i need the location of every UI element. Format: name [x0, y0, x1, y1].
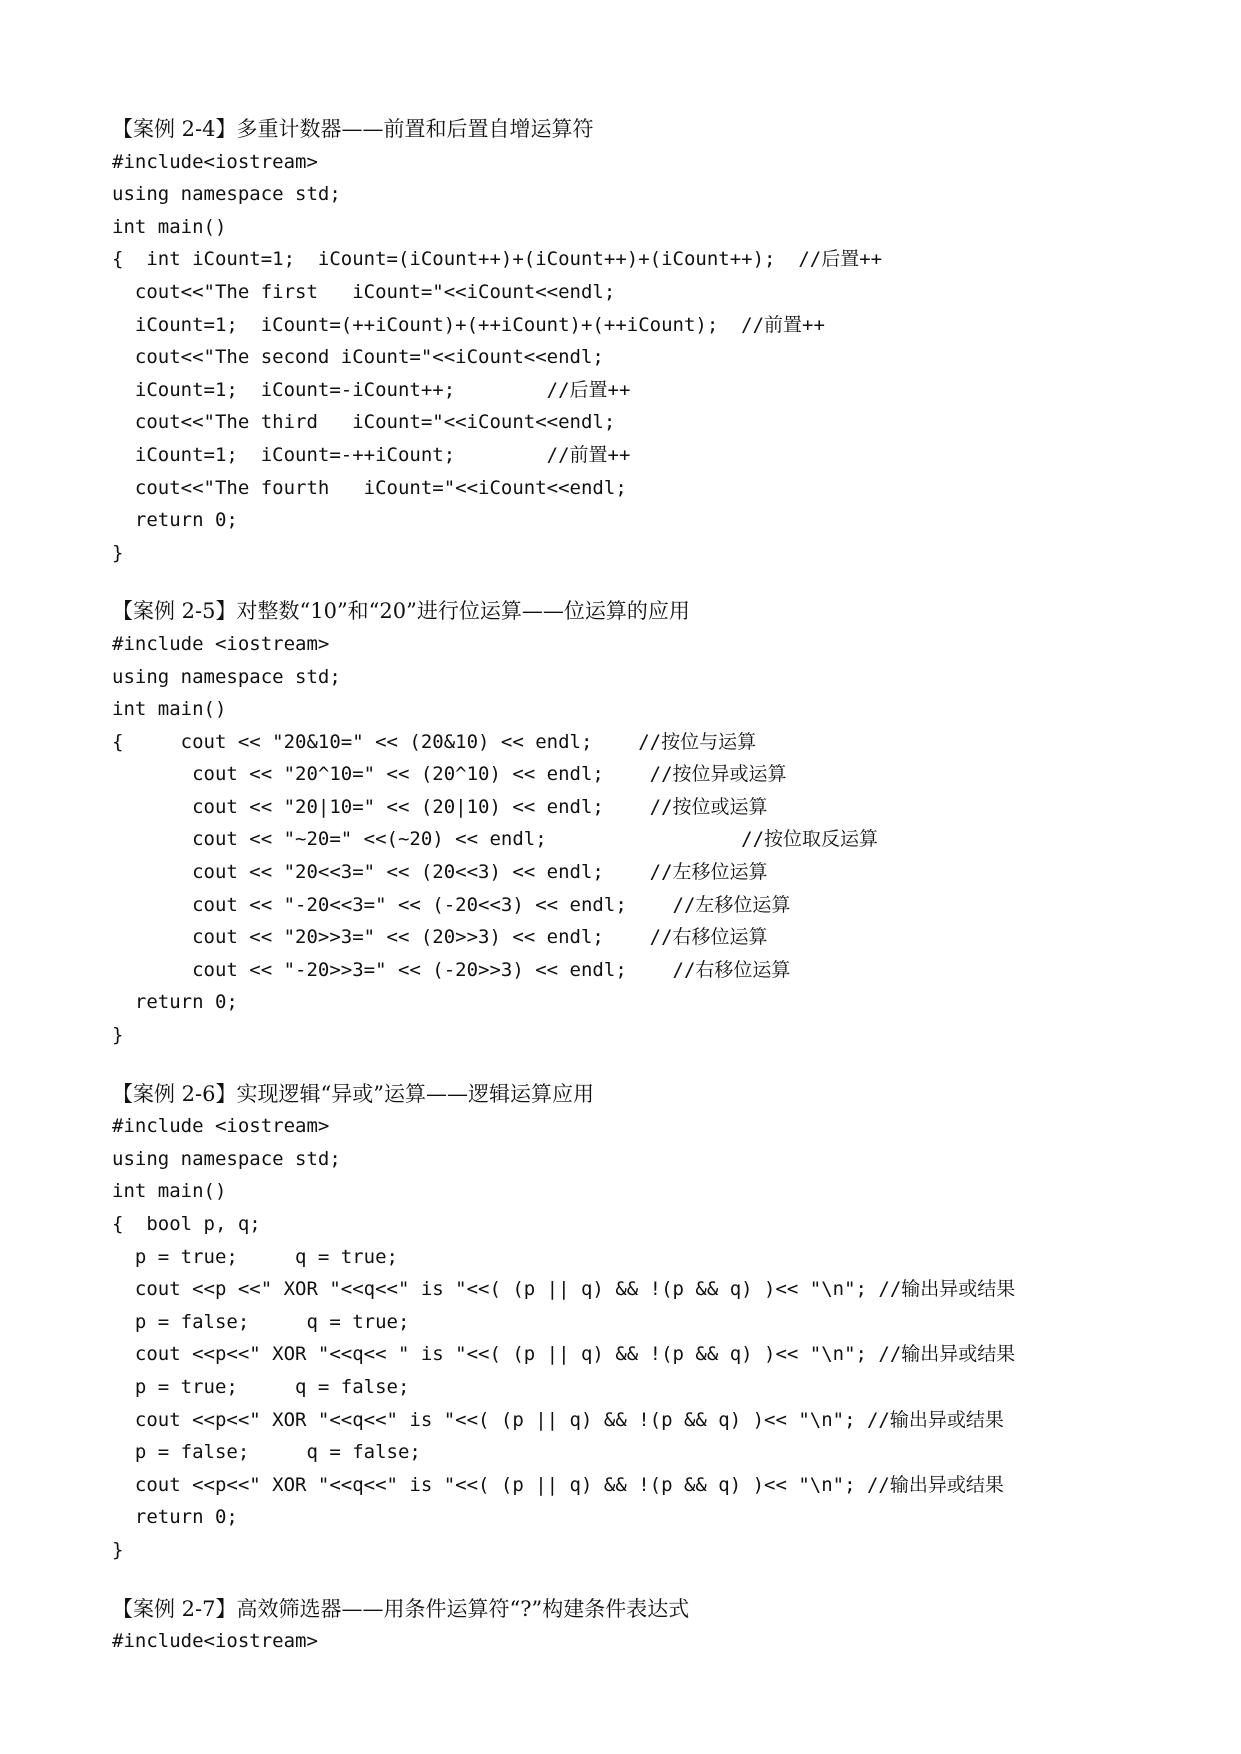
code-line: #include <iostream> [112, 1115, 330, 1138]
case-heading: 【案例 2-4】多重计数器——前置和后置自增运算符 [112, 117, 594, 141]
code-line: p = true; q = true; [112, 1245, 398, 1268]
case-heading: 【案例 2-5】对整数“10”和“20”进行位运算——位运算的应用 [112, 599, 690, 624]
code-line: } [112, 541, 124, 564]
case-section [112, 1593, 1192, 1658]
code-block [112, 1625, 1192, 1658]
case-section [112, 1078, 1192, 1567]
code-line: int main() [112, 1180, 227, 1203]
code-block [112, 1110, 1192, 1566]
code-line: return 0; [112, 509, 238, 532]
code-line: cout <<p<<" XOR "<<q<< " is "<<( (p || q) && !(p && q) )<< "\n"; //输出异或结果 [112, 1343, 1016, 1366]
code-line: { cout << "20&10=" << (20&10) << endl; //按位与运算 [112, 730, 757, 753]
code-line: using namespace std; [112, 183, 341, 206]
code-line: int main() [112, 698, 227, 721]
code-line: p = false; q = false; [112, 1441, 421, 1464]
code-line: cout << "20<<3=" << (20<<3) << endl; //左移位运算 [112, 861, 768, 884]
code-line: iCount=1; iCount=-++iCount; //前置++ [112, 443, 631, 466]
code-line: cout<<"The fourth iCount="<<iCount<<endl; [112, 476, 627, 499]
code-line: p = true; q = false; [112, 1375, 410, 1398]
code-line: #include<iostream> [112, 1630, 318, 1653]
code-line: using namespace std; [112, 1147, 341, 1170]
code-line: iCount=1; iCount=-iCount++; //后置++ [112, 378, 631, 401]
case-heading: 【案例 2-6】实现逻辑“异或”运算——逻辑运算应用 [112, 1081, 594, 1106]
code-line: cout << "~20=" <<(~20) << endl; //按位取反运算 [112, 828, 879, 851]
case-section [112, 113, 1192, 569]
code-line: return 0; [112, 1506, 238, 1529]
code-block [112, 628, 1192, 1052]
code-line: #include <iostream> [112, 632, 330, 655]
code-line: using namespace std; [112, 665, 341, 688]
code-line: cout<<"The first iCount="<<iCount<<endl; [112, 280, 616, 303]
case-section [112, 595, 1192, 1051]
code-line: } [112, 1024, 124, 1047]
code-block [112, 146, 1192, 570]
code-line: #include<iostream> [112, 150, 318, 173]
code-line: cout << "-20>>3=" << (-20>>3) << endl; //右移位运算 [112, 958, 791, 981]
code-line: p = false; q = true; [112, 1310, 410, 1333]
code-line: } [112, 1538, 124, 1561]
code-line: cout <<p <<" XOR "<<q<<" is "<<( (p || q) && !(p && q) )<< "\n"; //输出异或结果 [112, 1278, 1016, 1301]
code-line: { bool p, q; [112, 1213, 261, 1235]
document-body [112, 113, 1192, 1684]
code-line: int main() [112, 215, 227, 238]
code-line: { int iCount=1; iCount=(iCount++)+(iCount++)+(iCount++); //后置++ [112, 248, 883, 271]
code-line: cout << "20>>3=" << (20>>3) << endl; //右移位运算 [112, 926, 768, 949]
code-line: cout << "-20<<3=" << (-20<<3) << endl; //左移位运算 [112, 893, 791, 916]
case-heading: 【案例 2-7】高效筛选器——用条件运算符“?”构建条件表达式 [112, 1596, 690, 1621]
code-line: return 0; [112, 991, 238, 1014]
code-line: cout <<p<<" XOR "<<q<<" is "<<( (p || q) && !(p && q) )<< "\n"; //输出异或结果 [112, 1408, 1004, 1431]
code-line: cout<<"The third iCount="<<iCount<<endl; [112, 411, 616, 434]
code-line: cout<<"The second iCount="<<iCount<<endl; [112, 346, 604, 369]
code-line: cout <<p<<" XOR "<<q<<" is "<<( (p || q) && !(p && q) )<< "\n"; //输出异或结果 [112, 1473, 1004, 1496]
code-line: iCount=1; iCount=(++iCount)+(++iCount)+(++iCount); //前置++ [112, 313, 825, 336]
code-line: cout << "20|10=" << (20|10) << endl; //按位或运算 [112, 795, 768, 818]
code-line: cout << "20^10=" << (20^10) << endl; //按位异或运算 [112, 763, 787, 786]
